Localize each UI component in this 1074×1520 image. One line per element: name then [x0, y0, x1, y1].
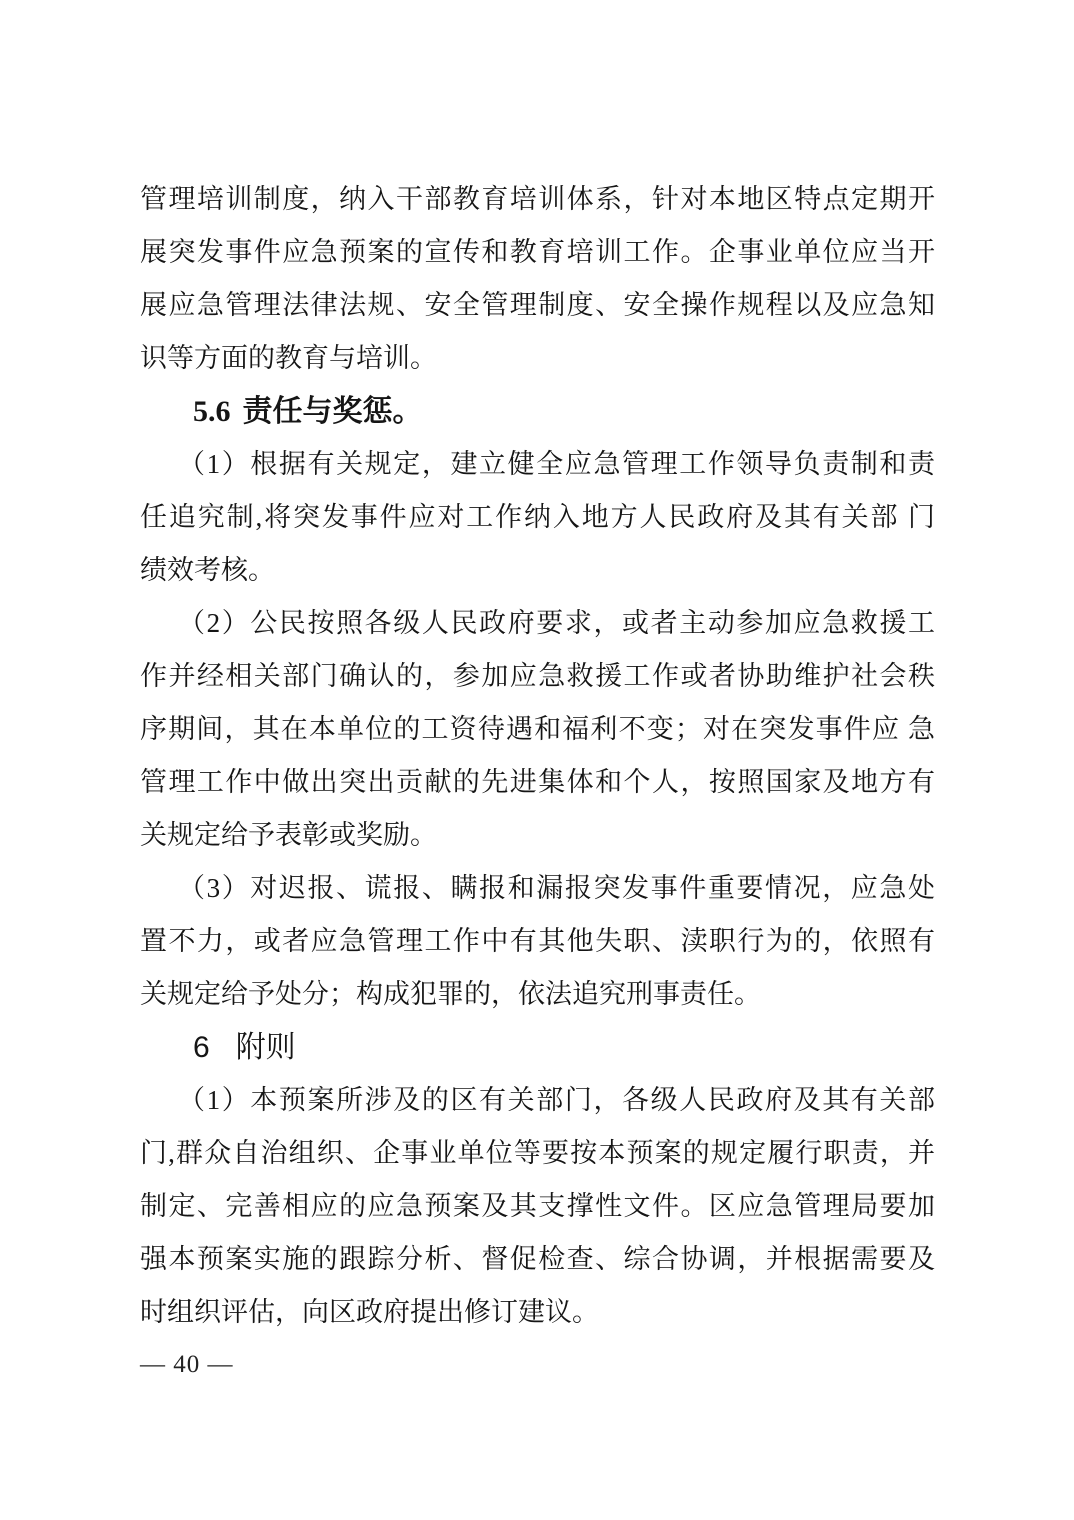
section-number: 6	[193, 1031, 210, 1064]
text-line: 作并经相关部门确认的，参加应急救援工作或者协助维护社会秩	[140, 661, 935, 691]
section-number: 5.6	[193, 395, 231, 428]
text-line: （3）对迟报、谎报、瞒报和漏报突发事件重要情况，应急处	[178, 873, 935, 903]
text-line: 管理工作中做出突出贡献的先进集体和个人，按照国家及地方有	[140, 767, 935, 797]
text-line: 关规定给予处分；构成犯罪的，依法追究刑事责任。	[140, 979, 761, 1009]
text-line: 时组织评估，向区政府提出修订建议。	[140, 1297, 599, 1327]
paragraph-item-2	[140, 597, 935, 862]
text-line: （1）本预案所涉及的区有关部门，各级人民政府及其有关部	[178, 1085, 935, 1115]
section-heading-6	[140, 1021, 935, 1074]
paragraph-training-continuation	[140, 173, 935, 385]
text-line: 识等方面的教育与培训。	[140, 343, 437, 373]
paragraph-item-1	[140, 438, 935, 597]
section-title: 责任与奖惩。	[242, 395, 423, 428]
text-line: 管理培训制度，纳入干部教育培训体系，针对本地区特点定期开	[140, 184, 935, 214]
text-line: 强本预案实施的跟踪分析、督促检查、综合协调，并根据需要及	[140, 1244, 935, 1274]
document-content	[140, 173, 935, 1339]
text-line: （2）公民按照各级人民政府要求，或者主动参加应急救援工	[178, 608, 935, 638]
text-line: 门,群众自治组织、企事业单位等要按本预案的规定履行职责，并	[140, 1138, 935, 1168]
text-line: 置不力，或者应急管理工作中有其他失职、渎职行为的，依照有	[140, 926, 935, 956]
text-line: 关规定给予表彰或奖励。	[140, 820, 437, 850]
paragraph-item-4	[140, 1074, 935, 1339]
text-line: （1）根据有关规定，建立健全应急管理工作领导负责制和责	[178, 449, 935, 479]
text-line: 绩效考核。	[140, 555, 275, 585]
paragraph-item-3	[140, 862, 935, 1021]
text-line: 制定、完善相应的应急预案及其支撑性文件。区应急管理局要加	[140, 1191, 935, 1221]
text-line: 展突发事件应急预案的宣传和教育培训工作。企事业单位应当开	[140, 237, 935, 267]
text-line: 展应急管理法律法规、安全管理制度、安全操作规程以及应急知	[140, 290, 935, 320]
text-line: 任追究制,将突发事件应对工作纳入地方人民政府及其有关部 门	[140, 502, 935, 532]
text-line: 序期间，其在本单位的工资待遇和福利不变；对在突发事件应 急	[140, 714, 935, 744]
page-number: — 40 —	[140, 1351, 234, 1378]
section-heading-5-6	[140, 385, 935, 438]
section-title: 附则	[235, 1031, 296, 1064]
